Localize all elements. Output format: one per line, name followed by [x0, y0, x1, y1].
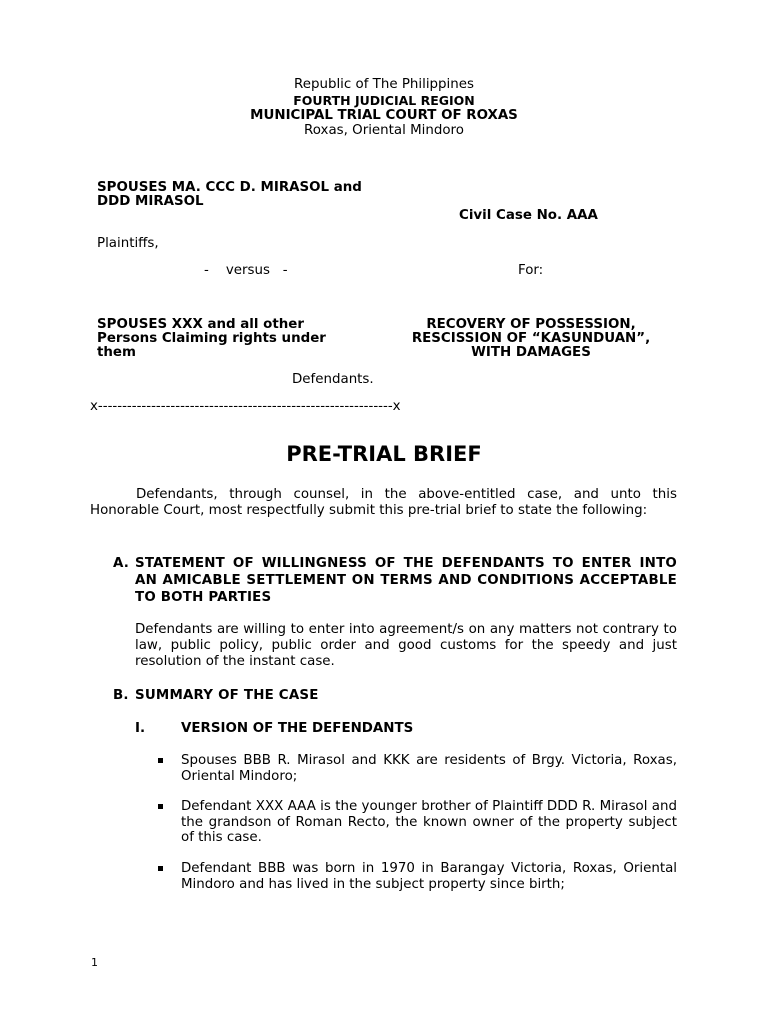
cause-line-2: RESCISSION OF “KASUNDUAN”,: [411, 331, 651, 346]
plaintiffs-label: Plaintiffs,: [97, 236, 159, 251]
section-a-letter: A.: [113, 556, 130, 571]
section-a-title: STATEMENT OF WILLINGNESS OF THE DEFENDANTS TO ENTER INTO AN AMICABLE SETTLEMENT ON TERMS AND CONDITIONS ACCEPTABLE TO BOTH PARTIES: [135, 556, 677, 605]
list-item: [158, 753, 677, 784]
bullet-icon: [158, 866, 163, 871]
caption-separator: x-------------------------------------------------------------x: [90, 399, 401, 414]
section-a-heading: [113, 555, 677, 606]
case-number: Civil Case No. AAA: [459, 208, 598, 223]
plaintiffs-line-1: SPOUSES MA. CCC D. MIRASOL and: [97, 180, 362, 195]
page-number: 1: [91, 956, 98, 969]
for-label: For:: [518, 263, 544, 278]
section-b-heading: [113, 687, 677, 704]
list-item-text: Spouses BBB R. Mirasol and KKK are residents of Brgy. Victoria, Roxas, Oriental Mindoro;: [181, 753, 677, 784]
list-item-text: Defendant XXX AAA is the younger brother of Plaintiff DDD R. Mirasol and the grandson of Roman Recto, the known owner of the property subject of this case.: [181, 799, 677, 845]
defendants-line-1: SPOUSES XXX and all other: [97, 317, 304, 332]
list-item-text: Defendant BBB was born in 1970 in Barangay Victoria, Roxas, Oriental Mindoro and has lived in the subject property since birth;: [181, 861, 677, 892]
bullet-icon: [158, 758, 163, 763]
plaintiffs-line-2: DDD MIRASOL: [97, 194, 204, 209]
defendants-label: Defendants.: [292, 372, 374, 387]
list-item: [158, 861, 677, 892]
cause-of-action: [398, 318, 664, 360]
subsection-numeral: I.: [135, 721, 146, 736]
defendants-line-2: Persons Claiming rights under: [97, 331, 326, 346]
cause-line-3: WITH DAMAGES: [471, 345, 591, 360]
list-item: [158, 799, 677, 846]
subsection-title: VERSION OF THE DEFENDANTS: [181, 721, 414, 736]
versus-label: - versus -: [204, 263, 288, 278]
header-location: Roxas, Oriental Mindoro: [304, 123, 464, 138]
header-region: FOURTH JUDICIAL REGION: [293, 93, 475, 108]
header-court: MUNICIPAL TRIAL COURT OF ROXAS: [250, 108, 518, 123]
section-b-letter: B.: [113, 688, 129, 703]
defendants-line-3: them: [97, 345, 136, 360]
section-a-body: Defendants are willing to enter into agreement/s on any matters not contrary to law, public policy, public order and good customs for the speedy and just resolution of the instant case.: [135, 622, 677, 669]
cause-line-1: RECOVERY OF POSSESSION,: [426, 317, 636, 332]
header-republic: Republic of The Philippines: [294, 77, 474, 92]
intro-paragraph: Defendants, through counsel, in the above-entitled case, and unto this Honorable Court, most respectfully submit this pre-trial brief to state the following:: [90, 487, 677, 518]
plaintiffs-names: [97, 181, 397, 209]
document-title: PRE-TRIAL BRIEF: [286, 442, 482, 466]
section-b-title: SUMMARY OF THE CASE: [135, 688, 319, 703]
defendants-names: [97, 318, 397, 360]
bullet-icon: [158, 804, 163, 809]
